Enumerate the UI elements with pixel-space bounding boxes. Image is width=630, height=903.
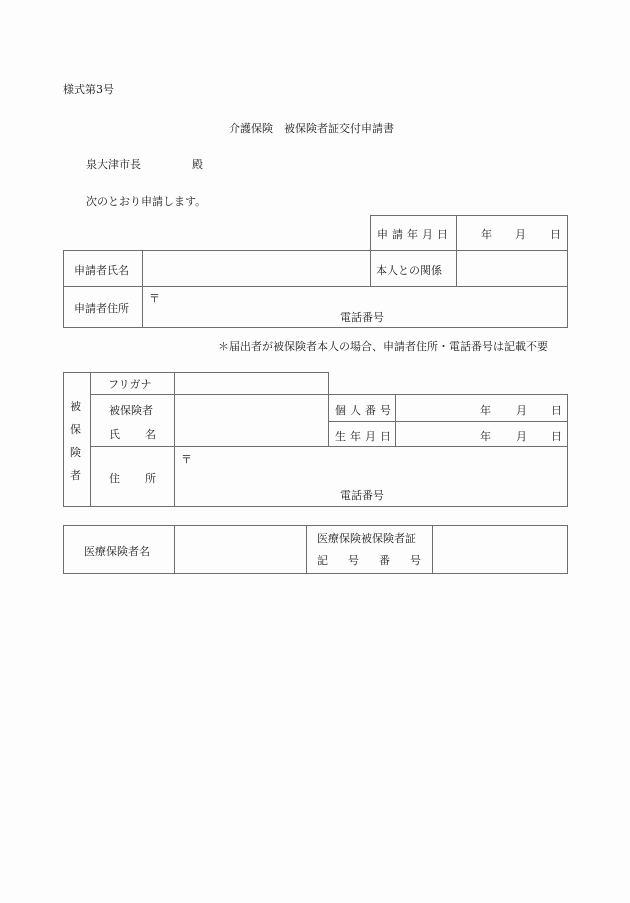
phone-label: 電話番号 — [340, 489, 384, 502]
birthdate-field[interactable]: 年 月 日 — [480, 430, 562, 443]
medical-insurer-field[interactable] — [175, 526, 305, 572]
card-label-line1: 医療保険被保険者証 — [317, 532, 416, 545]
postal-mark: 〒 — [181, 453, 192, 466]
personal-number-field[interactable]: 年 月 日 — [480, 404, 562, 417]
applicant-address-label: 申請者住所 — [74, 302, 129, 315]
applicant-address-field[interactable] — [143, 287, 567, 326]
applicant-name-label: 申請者氏名 — [74, 264, 129, 277]
application-date-label: 申請年月日 — [377, 228, 452, 241]
phone-label: 電話番号 — [340, 311, 384, 324]
month-unit: 月 — [515, 228, 526, 241]
addressee-honorific: 殿 — [192, 158, 203, 171]
day-unit: 日 — [550, 228, 561, 241]
relation-field[interactable] — [457, 251, 567, 285]
insured-name-field[interactable] — [175, 395, 327, 445]
addressee-name: 泉大津市長 — [86, 158, 141, 171]
intro-text: 次のとおり申請します。 — [86, 195, 207, 208]
birthdate-label: 生年月日 — [335, 430, 395, 443]
card-number-field[interactable] — [433, 526, 567, 572]
insured-side-label: 被 保 険 者 — [70, 400, 81, 482]
insured-name-label-line1: 被保険者 — [109, 404, 153, 417]
relation-label: 本人との関係 — [376, 264, 442, 277]
application-date-field[interactable] — [457, 216, 567, 250]
insured-address-field[interactable] — [175, 447, 567, 505]
furigana-field[interactable] — [175, 373, 327, 393]
page-title: 介護保険 被保険者証交付申請書 — [229, 122, 394, 135]
medical-insurer-label: 医療保険者名 — [84, 545, 150, 558]
year-unit: 年 — [481, 228, 492, 241]
postal-mark: 〒 — [149, 292, 160, 305]
personal-number-label: 個人番号 — [335, 404, 395, 417]
applicant-name-field[interactable] — [143, 251, 369, 285]
note-text: ＊届出者が被保険者本人の場合、申請者住所・電話番号は記載不要 — [218, 340, 548, 353]
furigana-label: フリガナ — [108, 378, 152, 391]
form-number: 様式第3号 — [63, 83, 114, 96]
